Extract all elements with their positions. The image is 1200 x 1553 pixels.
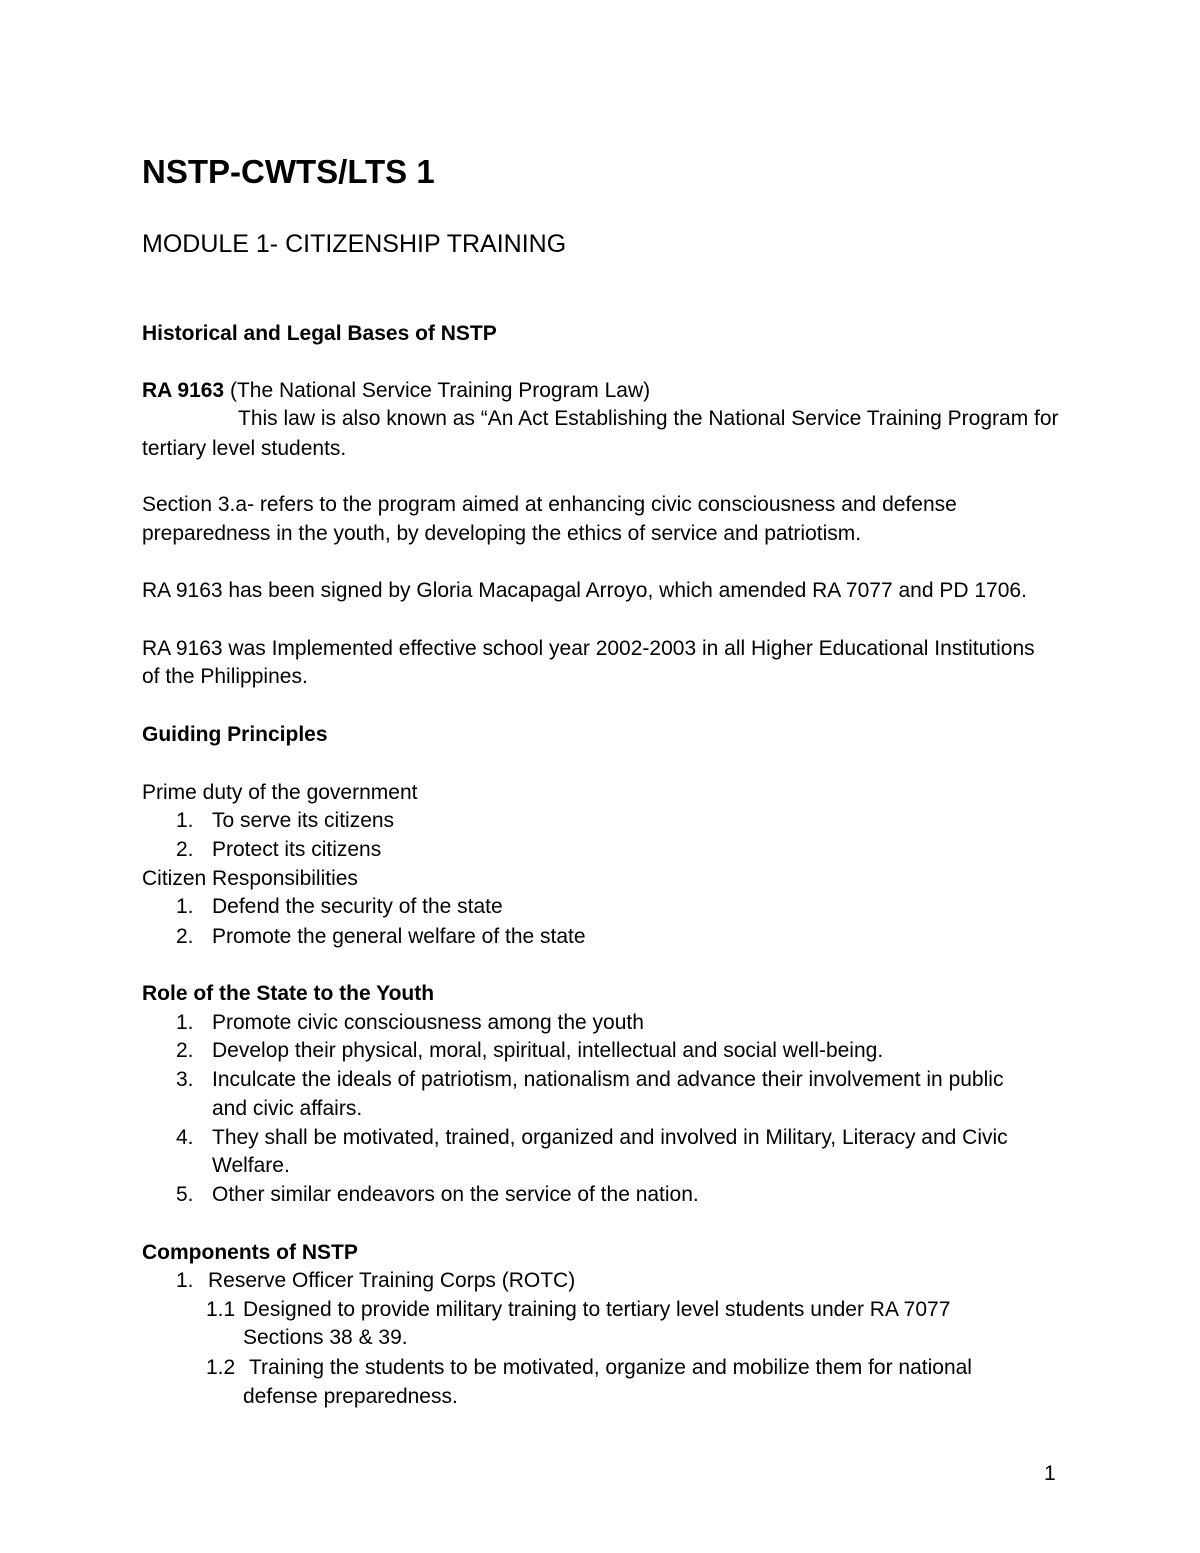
list-item: Develop their physical, moral, spiritual, intellectual and social well-being. xyxy=(212,1039,884,1062)
list-number: 2. xyxy=(176,1039,194,1062)
sublist-item: Designed to provide military training to tertiary level students under RA 7077 xyxy=(243,1298,951,1321)
list-number: 1. xyxy=(176,1269,194,1292)
guiding-principles-heading: Guiding Principles xyxy=(142,723,328,746)
list-number: 5. xyxy=(176,1183,194,1206)
list-item: Other similar endeavors on the service of the nation. xyxy=(212,1183,699,1206)
list-item: Promote civic consciousness among the youth xyxy=(212,1011,644,1034)
module-heading: MODULE 1- CITIZENSHIP TRAINING xyxy=(142,230,567,258)
list-number: 2. xyxy=(176,838,194,861)
section3-line2: preparedness in the youth, by developing the ethics of service and patriotism. xyxy=(142,522,862,545)
sublist-item-continuation: defense preparedness. xyxy=(243,1385,458,1408)
ra-9163-title: (The National Service Training Program Law) xyxy=(224,379,651,402)
sublist-item-continuation: Sections 38 & 39. xyxy=(243,1326,408,1349)
sublist-number: 1.1 xyxy=(206,1298,236,1321)
list-item: Inculcate the ideals of patriotism, nationalism and advance their involvement in public xyxy=(212,1068,1004,1091)
citizen-responsibilities-label: Citizen Responsibilities xyxy=(142,867,358,890)
list-number: 3. xyxy=(176,1068,194,1091)
prime-duty-label: Prime duty of the government xyxy=(142,781,418,804)
list-number: 2. xyxy=(176,925,194,948)
section3-line1: Section 3.a- refers to the program aimed at enhancing civic consciousness and defense xyxy=(142,493,957,516)
list-item: They shall be motivated, trained, organized and involved in Military, Literacy and Civic xyxy=(212,1126,1008,1149)
sublist-item: Training the students to be motivated, organize and mobilize them for national xyxy=(249,1356,972,1379)
list-number: 1. xyxy=(176,1011,194,1034)
component-rotc: Reserve Officer Training Corps (ROTC) xyxy=(208,1269,576,1292)
components-heading: Components of NSTP xyxy=(142,1241,358,1264)
list-number: 4. xyxy=(176,1126,194,1149)
list-item: To serve its citizens xyxy=(212,809,395,832)
list-item: Protect its citizens xyxy=(212,838,382,861)
ra-description-line1: This law is also known as “An Act Establishing the National Service Training Program for xyxy=(238,407,1059,430)
implemented-line1: RA 9163 was Implemented effective school year 2002-2003 in all Higher Educational Institutions xyxy=(142,637,1035,660)
role-heading: Role of the State to the Youth xyxy=(142,982,435,1005)
list-item: Promote the general welfare of the state xyxy=(212,925,586,948)
signed-paragraph: RA 9163 has been signed by Gloria Macapagal Arroyo, which amended RA 7077 and PD 1706. xyxy=(142,579,1027,602)
ra-description-line2: tertiary level students. xyxy=(142,437,347,460)
ra-9163-line xyxy=(142,378,650,404)
page-number: 1 xyxy=(1044,1462,1056,1485)
list-number: 1. xyxy=(176,895,194,918)
list-item: Defend the security of the state xyxy=(212,895,503,918)
historical-heading: Historical and Legal Bases of NSTP xyxy=(142,322,497,345)
list-number: 1. xyxy=(176,809,194,832)
list-item-continuation: Welfare. xyxy=(212,1154,290,1177)
document-title: NSTP-CWTS/LTS 1 xyxy=(142,153,435,190)
implemented-line2: of the Philippines. xyxy=(142,665,308,688)
sublist-number: 1.2 xyxy=(206,1356,236,1379)
ra-9163-label: RA 9163 xyxy=(142,379,225,402)
list-item-continuation: and civic affairs. xyxy=(212,1097,363,1120)
